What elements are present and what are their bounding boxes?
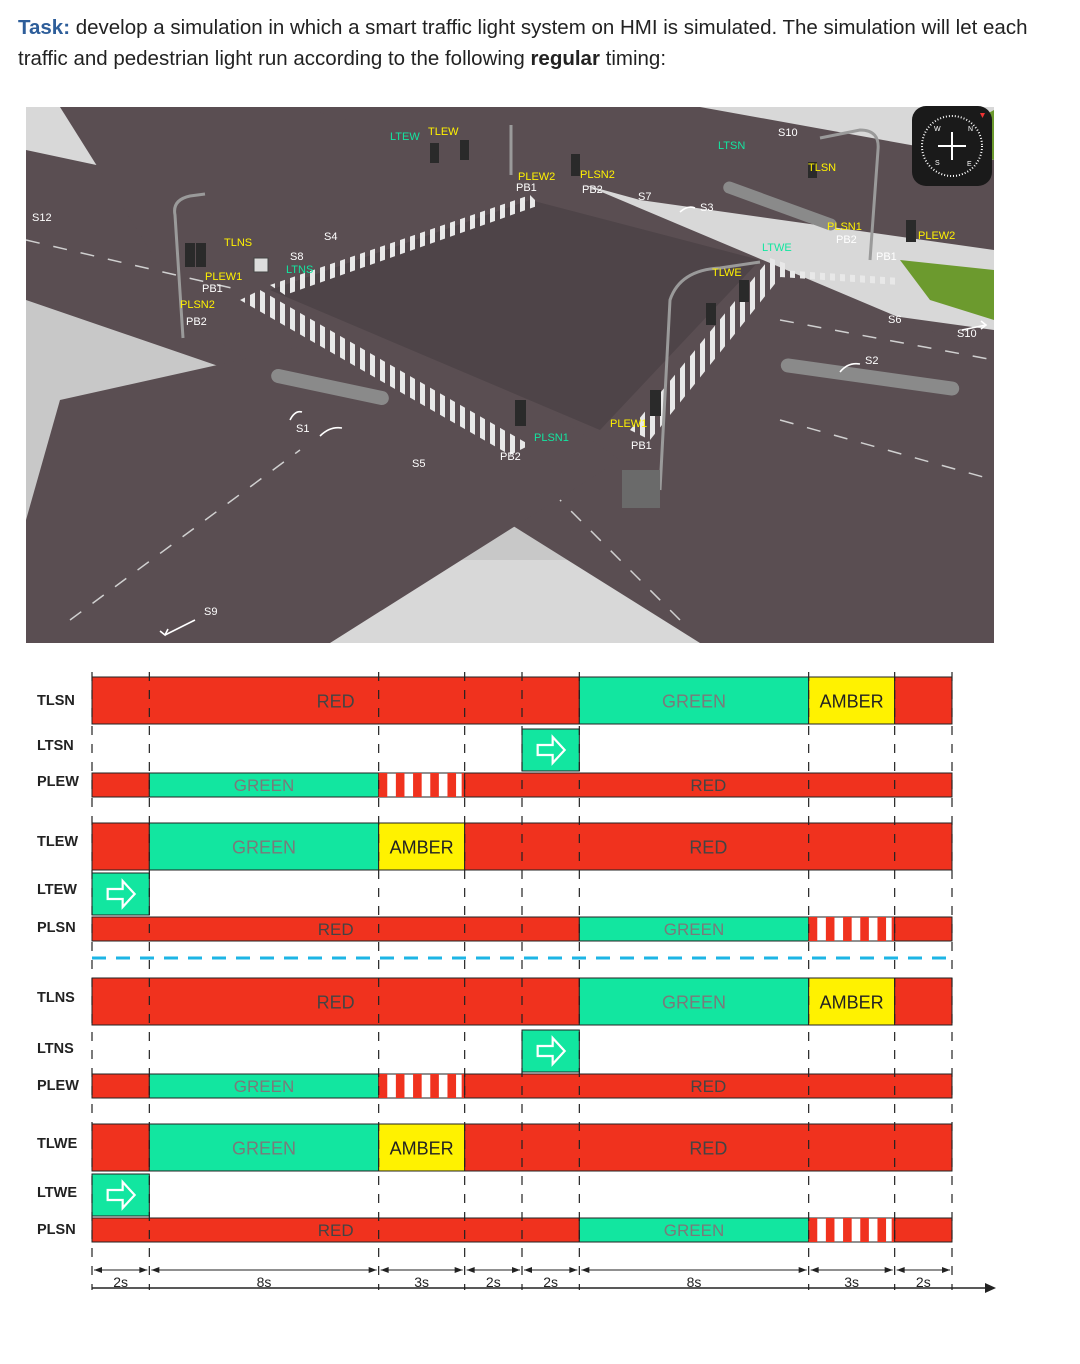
task-text-after: timing: [599, 47, 667, 70]
duration-label: 2s [485, 1274, 501, 1290]
duration-arrow [467, 1267, 475, 1273]
segment-label: RED [317, 1221, 354, 1240]
duration-arrow [512, 1267, 520, 1273]
compass-w: W [934, 126, 941, 133]
duration-arrow [94, 1267, 102, 1273]
label-s7: S7 [638, 191, 652, 203]
duration-label: 2s [915, 1274, 931, 1290]
label-pb1-left: PB1 [202, 283, 223, 295]
row-label: TLWE [37, 1136, 78, 1152]
duration-arrow [381, 1267, 389, 1273]
label-s10-right: S10 [957, 328, 977, 340]
label-tlns: TLNS [224, 237, 253, 249]
label-s1: S1 [296, 423, 310, 435]
duration-arrow [455, 1267, 463, 1273]
label-s2: S2 [865, 355, 879, 367]
duration-label: 2s [543, 1274, 559, 1290]
flash-stripe [860, 1218, 869, 1242]
duration-arrow [942, 1267, 950, 1273]
flash-stripe [826, 1218, 835, 1242]
duration-arrow [799, 1267, 807, 1273]
row-label: LTWE [37, 1185, 77, 1201]
duration-arrow [811, 1267, 819, 1273]
segment-label: RED [690, 776, 727, 795]
red-segment [895, 677, 952, 724]
label-plsn1-right: PLSN1 [827, 221, 862, 233]
segment-label: RED [689, 837, 728, 858]
segment-label: GREEN [663, 920, 725, 939]
red-segment [92, 1074, 149, 1098]
red-segment [895, 978, 952, 1025]
segment-label: AMBER [819, 992, 884, 1013]
label-plew2-top: PLEW2 [518, 171, 556, 183]
segment-label: AMBER [389, 1138, 454, 1159]
row-label: PLEW [37, 1078, 79, 1094]
label-pb2-right: PB2 [836, 234, 857, 246]
flash-stripe [430, 1074, 439, 1098]
red-segment [92, 823, 149, 870]
segment-label: RED [316, 691, 355, 712]
duration-arrow [369, 1267, 377, 1273]
label-s3: S3 [700, 202, 714, 214]
label-plsn1-bottom: PLSN1 [534, 432, 569, 444]
compass-e: E [967, 161, 972, 168]
red-segment [92, 773, 149, 797]
label-plsn2-top: PLSN2 [580, 169, 615, 181]
flash-stripe [809, 1218, 818, 1242]
flash-stripe [396, 1074, 405, 1098]
row-label: LTNS [37, 1041, 74, 1057]
row-label: PLSN [37, 1222, 76, 1238]
flash-stripe [843, 1218, 852, 1242]
label-pb1-right: PB1 [876, 251, 897, 263]
flash-stripe [430, 773, 439, 797]
green-segment [522, 729, 579, 771]
flash-stripe [413, 773, 422, 797]
segment-label: AMBER [819, 691, 884, 712]
label-pb2-left: PB2 [186, 316, 207, 328]
label-ltwe: LTWE [762, 242, 792, 254]
row-label: TLNS [37, 990, 75, 1006]
duration-label: 8s [686, 1274, 702, 1290]
label-ltew: LTEW [390, 131, 420, 143]
flash-stripe [860, 917, 869, 941]
time-axis-arrowhead [985, 1283, 996, 1293]
flash-stripe [447, 1074, 456, 1098]
segment-label: GREEN [661, 992, 727, 1013]
label-tlsn: TLSN [808, 162, 837, 174]
row-label: TLEW [37, 834, 79, 850]
duration-arrow [581, 1267, 589, 1273]
row-label: PLSN [37, 920, 76, 936]
red-segment [895, 1218, 952, 1242]
label-plew1-bottom: PLEW1 [610, 418, 648, 430]
label-pb1-top: PB1 [516, 182, 537, 194]
duration-arrow [524, 1267, 532, 1273]
segment-label: GREEN [663, 1221, 725, 1240]
flash-stripe [809, 917, 818, 941]
task-bold-word: regular [530, 47, 600, 70]
segment-label: RED [690, 1077, 727, 1096]
label-s10-top: S10 [778, 127, 798, 139]
duration-arrow [151, 1267, 159, 1273]
segment-label: AMBER [389, 837, 454, 858]
flash-stripe [379, 773, 388, 797]
flash-stripe [843, 917, 852, 941]
label-plew2-right: PLEW2 [918, 230, 956, 242]
duration-arrow [885, 1267, 893, 1273]
segment-label: RED [317, 920, 354, 939]
flash-stripe [396, 773, 405, 797]
green-segment [92, 1174, 149, 1216]
green-segment [92, 873, 149, 915]
label-pb2-top: PB2 [582, 184, 603, 196]
duration-label: 3s [414, 1274, 430, 1290]
row-label: TLSN [37, 693, 75, 709]
label-s12: S12 [32, 212, 52, 224]
compass-n: N [968, 126, 974, 133]
label-ltns: LTNS [286, 264, 314, 276]
task-text-before: develop a simulation in which a smart traffic light system on HMI is simulated. The simulation will let each traffic and pedestrian light run according to the following [18, 16, 1028, 70]
label-plsn2-left: PLSN2 [180, 299, 215, 311]
green-segment [522, 1030, 579, 1072]
row-label: LTSN [37, 738, 74, 754]
compass-s: S [935, 160, 940, 167]
segment-label: GREEN [231, 837, 297, 858]
row-label: LTEW [37, 882, 77, 898]
label-s6: S6 [888, 314, 902, 326]
red-segment [895, 917, 952, 941]
label-pb2-bottom: PB2 [500, 451, 521, 463]
flash-stripe [877, 1218, 886, 1242]
segment-label: GREEN [661, 691, 727, 712]
label-tlew: TLEW [428, 126, 459, 138]
flash-stripe [413, 1074, 422, 1098]
label-pb1-bottom: PB1 [631, 440, 652, 452]
row-label: PLEW [37, 774, 79, 790]
label-plew1-left: PLEW1 [205, 271, 243, 283]
segment-label: RED [689, 1138, 728, 1159]
segment-label: GREEN [231, 1138, 297, 1159]
label-s5: S5 [412, 458, 426, 470]
label-ltsn: LTSN [718, 140, 746, 152]
label-s9: S9 [204, 606, 218, 618]
duration-arrow [897, 1267, 905, 1273]
duration-label: 3s [844, 1274, 860, 1290]
duration-arrow [569, 1267, 577, 1273]
label-s8: S8 [290, 251, 304, 263]
label-tlwe: TLWE [712, 267, 742, 279]
duration-label: 2s [113, 1274, 129, 1290]
segment-label: GREEN [233, 776, 295, 795]
segment-label: RED [316, 992, 355, 1013]
flash-stripe [447, 773, 456, 797]
duration-arrow [139, 1267, 147, 1273]
red-segment [92, 1124, 149, 1171]
duration-label: 8s [256, 1274, 272, 1290]
label-s4: S4 [324, 231, 338, 243]
segment-label: GREEN [233, 1077, 295, 1096]
flash-stripe [826, 917, 835, 941]
flash-stripe [877, 917, 886, 941]
task-lead: Task: [18, 16, 71, 39]
flash-stripe [379, 1074, 388, 1098]
